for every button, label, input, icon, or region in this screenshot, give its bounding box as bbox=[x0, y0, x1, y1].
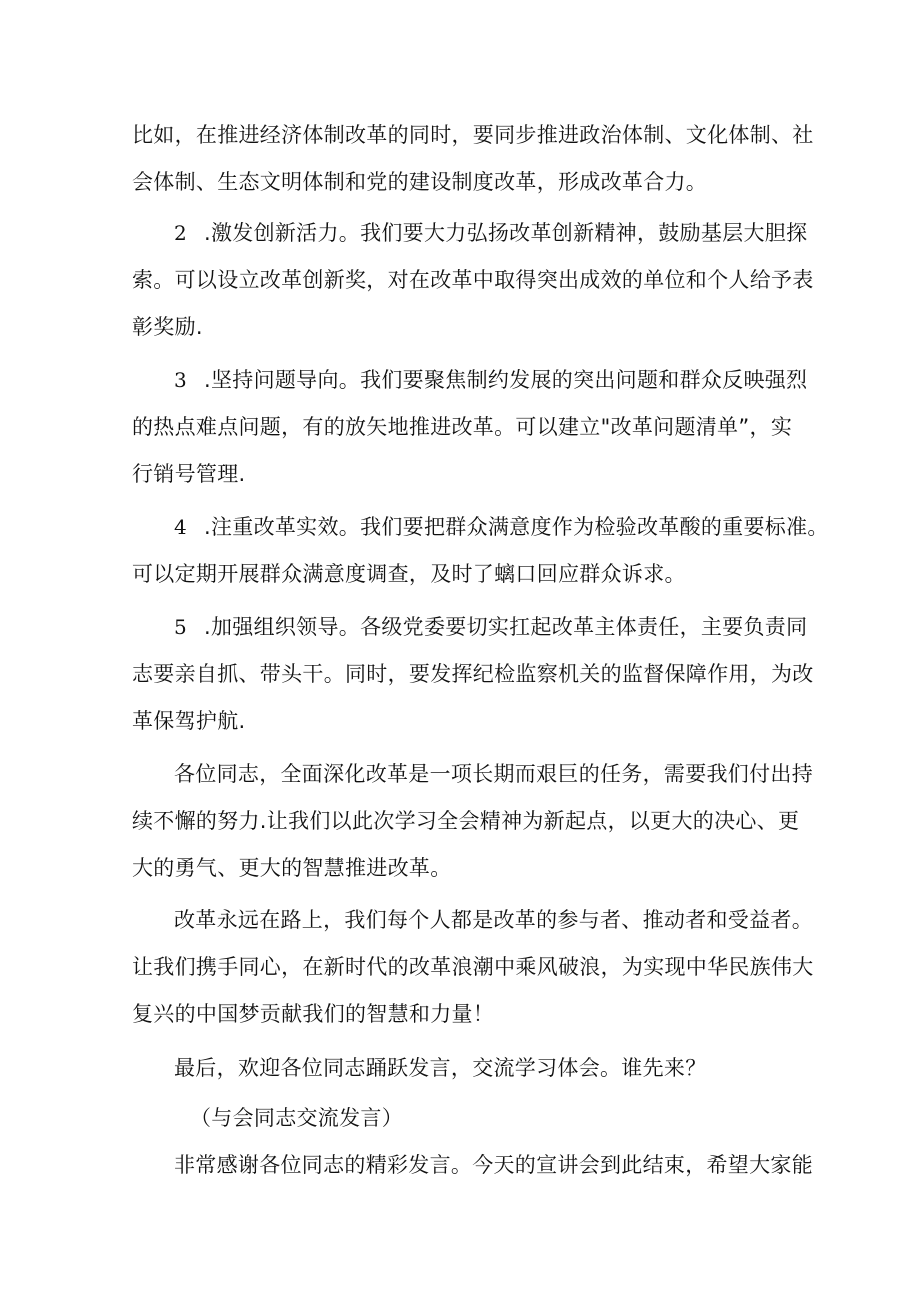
paragraph-item-3-problem-oriented bbox=[132, 357, 808, 498]
paragraph-stage-direction bbox=[190, 1095, 840, 1142]
text-segment: .坚持问题导向。我们要聚焦制约发展的突出问题和群众反映强烈 bbox=[204, 368, 808, 392]
text-segment: .激发创新活力。我们要大力弘扬改革创新精神，鼓励基层大胆探 bbox=[204, 221, 808, 245]
text-line: 索。可以设立改革创新奖，对在改革中取得突出成效的单位和个人给予表 bbox=[132, 268, 814, 292]
list-number: 3 bbox=[174, 368, 188, 392]
list-number: 5 bbox=[174, 615, 188, 639]
paragraph-reform-synergy bbox=[132, 112, 814, 206]
text-line: 的热点难点问题，有的放矢地推进改革。可以建立"改革问题清单”，实 bbox=[132, 415, 793, 439]
text-line: 革保驾护航. bbox=[132, 709, 246, 733]
text-segment: .注重改革实效。我们要把群众满意度作为检验改革酸的重要标准。 bbox=[204, 515, 829, 539]
text-line bbox=[132, 357, 808, 404]
text-line: 复兴的中国梦贡献我们的智慧和力量！ bbox=[132, 1002, 495, 1026]
paragraph-item-2-innovation bbox=[132, 210, 814, 351]
text-line bbox=[132, 504, 829, 551]
text-line: 续不懈的努力.让我们以此次学习全会精神为新起点，以更大的决心、更 bbox=[132, 809, 800, 833]
text-line bbox=[132, 210, 808, 257]
paragraph-reform-on-the-road bbox=[132, 897, 814, 1038]
text-line: 会体制、生态文明体制和党的建设制度改革，形成改革合力。 bbox=[132, 170, 708, 194]
text-line: 行销号管理. bbox=[132, 462, 246, 486]
paragraph-comrades-address bbox=[132, 751, 813, 892]
list-number: 4 bbox=[174, 515, 188, 539]
text-line: 各位同志，全面深化改革是一项长期而艰巨的任务，需要我们付出持 bbox=[174, 762, 813, 786]
list-number: 2 bbox=[174, 221, 188, 245]
text-line: 最后，欢迎各位同志踊跃发言，交流学习体会。谁先来？ bbox=[174, 1056, 707, 1080]
text-line: 志要亲自抓、带头干。同时，要发挥纪检监察机关的监督保障作用，为改 bbox=[132, 662, 814, 686]
paragraph-item-5-leadership bbox=[132, 604, 814, 745]
text-line: （与会同志交流发言） bbox=[190, 1106, 403, 1130]
text-line: 非常感谢各位同志的精彩发言。今天的宣讲会到此结束，希望大家能 bbox=[174, 1153, 813, 1177]
text-line bbox=[132, 604, 808, 651]
text-line: 让我们携手同心，在新时代的改革浪潮中乘风破浪，为实现中华民族伟大 bbox=[132, 955, 814, 979]
text-line: 比如，在推进经济体制改革的同时，要同步推进政治体制、文化体制、社 bbox=[132, 123, 814, 147]
text-line: 可以定期开展群众满意度调查，及时了螭口回应群众诉求。 bbox=[132, 562, 686, 586]
paragraph-invite-speech bbox=[132, 1045, 782, 1092]
text-line: 改革永远在路上，我们每个人都是改革的参与者、推动者和受益者。 bbox=[174, 908, 813, 932]
text-line: 大的勇气、更大的智慧推进改革。 bbox=[132, 856, 452, 880]
paragraph-item-4-effectiveness bbox=[132, 504, 829, 598]
text-line: 彰奖励. bbox=[132, 315, 203, 339]
text-segment: .加强组织领导。各级党委要切实扛起改革主体责任，主要负责同 bbox=[204, 615, 808, 639]
paragraph-closing-thanks bbox=[132, 1142, 813, 1189]
